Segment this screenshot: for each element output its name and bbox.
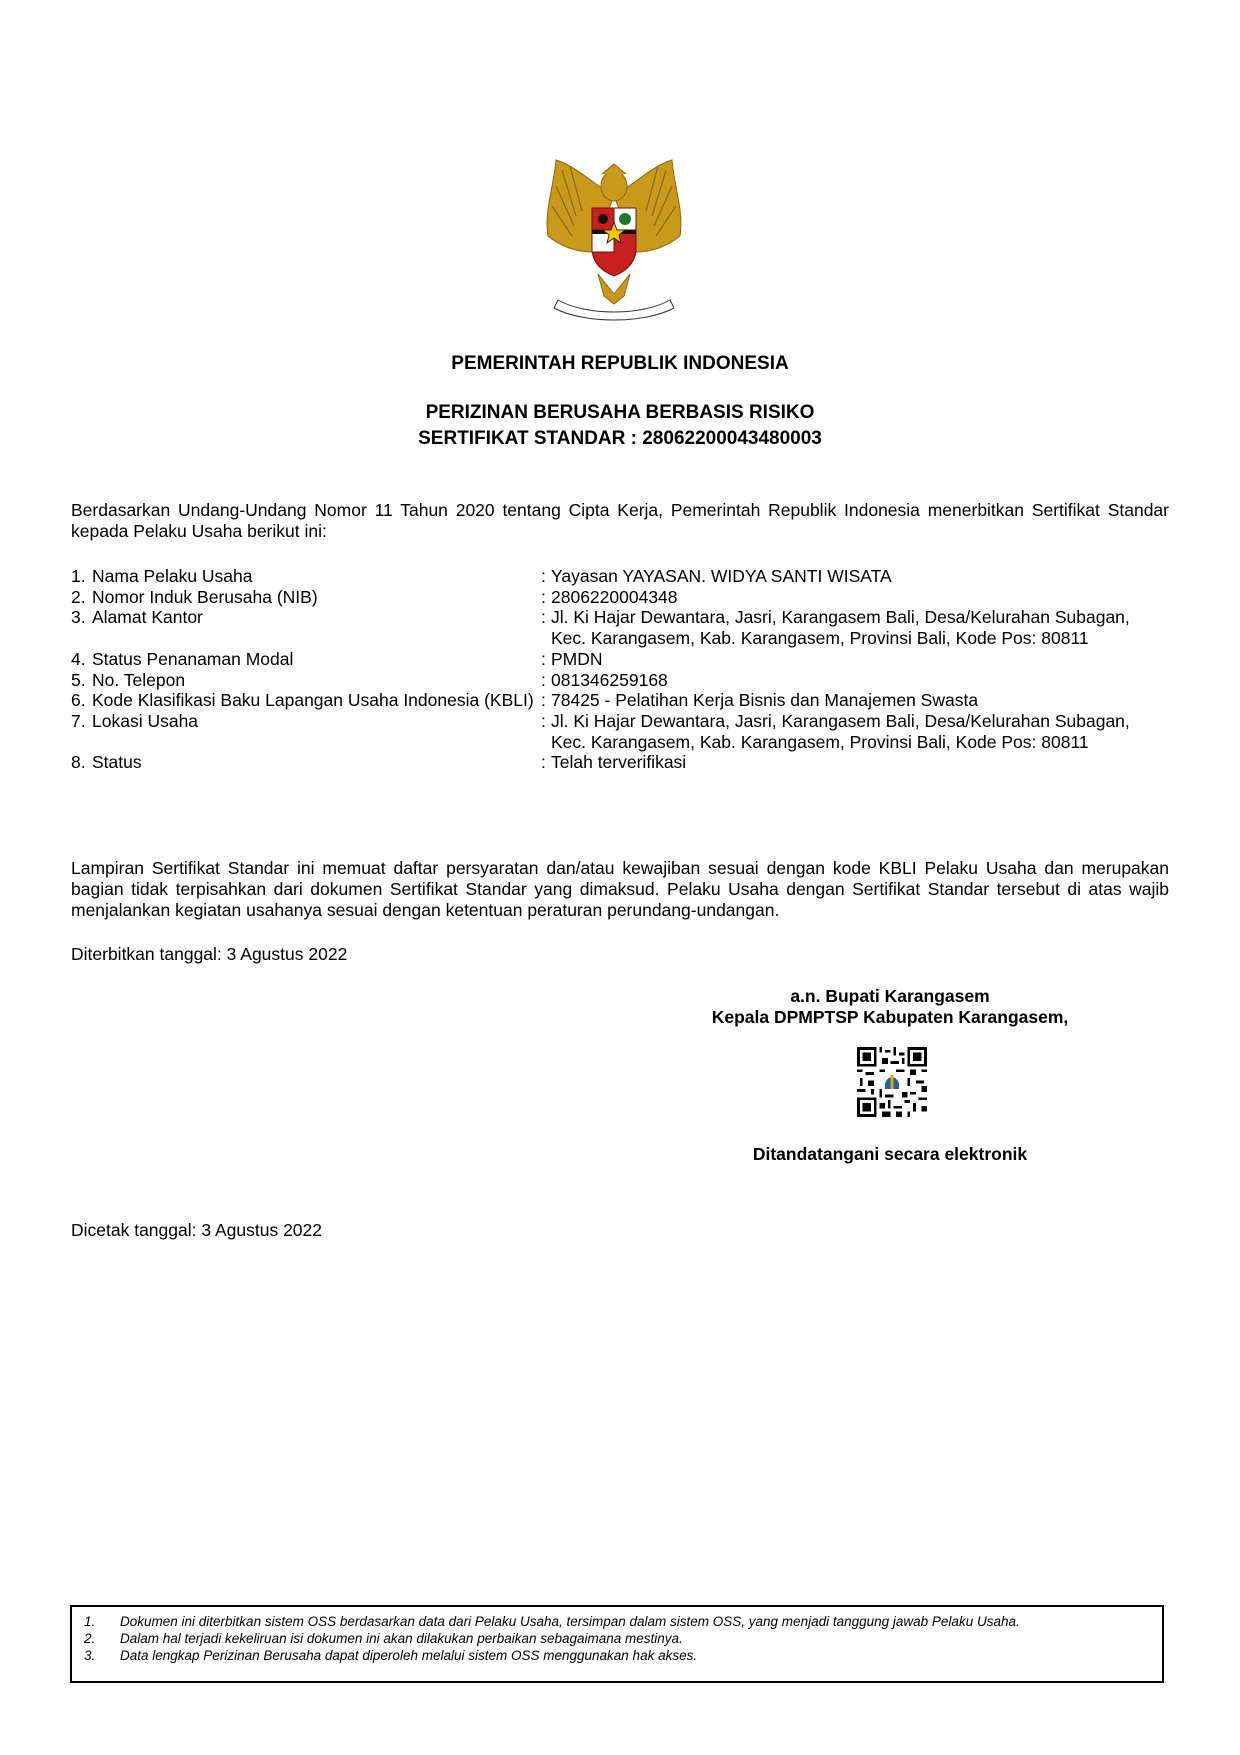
field-value: 2806220004348: [551, 586, 678, 607]
field-number: 5.: [71, 669, 86, 690]
business-details: [71, 566, 1169, 773]
footnote: [72, 1613, 1162, 1630]
field-value: Jl. Ki Hajar Dewantara, Jasri, Karangasem Bali, Desa/Kelurahan Subagan, Kec. Karangasem, Kab. Karangasem, Provinsi Bali, Kode Pos: 80811: [551, 607, 1130, 649]
field-row: [71, 670, 1169, 691]
electronic-signature-note: Ditandatangani secara elektronik: [752, 1144, 1028, 1164]
footnote: [72, 1647, 1162, 1664]
footnote-text: Dokumen ini diterbitkan sistem OSS berdasarkan data dari Pelaku Usaha, tersimpan dalam sistem OSS, yang menjadi tanggung jawab Pelaku Usaha.: [120, 1614, 1020, 1629]
field-number: 1.: [71, 566, 86, 586]
field-value: Telah terverifikasi: [551, 752, 687, 773]
issued-date: Diterbitkan tanggal: 3 Agustus 2022: [71, 944, 348, 964]
footnote-number: 2.: [84, 1631, 96, 1646]
field-label: No. Telepon: [92, 669, 186, 690]
field-number: 4.: [71, 648, 86, 669]
field-value: PMDN: [551, 648, 603, 669]
garuda-pancasila-emblem-icon: [536, 156, 692, 326]
field-row: [71, 587, 1169, 608]
field-label: Status: [92, 752, 142, 773]
field-number: 8.: [71, 752, 86, 773]
field-label: Nomor Induk Berusaha (NIB): [92, 586, 318, 607]
field-label: Nama Pelaku Usaha: [92, 566, 253, 586]
intro-paragraph: Berdasarkan Undang-Undang Nomor 11 Tahun 2020 tentang Cipta Kerja, Pemerintah Republik Indonesia menerbitkan Sertifikat Standar kepada Pelaku Usaha berikut ini:: [71, 500, 1169, 541]
permit-type-title: PERIZINAN BERUSAHA BERBASIS RISIKO: [425, 402, 815, 423]
field-row: [71, 649, 1169, 670]
field-value: Jl. Ki Hajar Dewantara, Jasri, Karangasem Bali, Desa/Kelurahan Subagan, Kec. Karangasem, Kab. Karangasem, Provinsi Bali, Kode Pos: 80811: [551, 710, 1130, 752]
field-number: 2.: [71, 586, 86, 607]
colon: :: [541, 586, 546, 607]
certificate-number: SERTIFIKAT STANDAR : 28062200043480003: [418, 428, 822, 449]
field-label: Kode Klasifikasi Baku Lapangan Usaha Indonesia (KBLI): [92, 690, 534, 711]
field-row: [71, 711, 1169, 752]
colon: :: [541, 648, 546, 669]
footnote-number: 3.: [84, 1648, 96, 1663]
footnotes-box: [70, 1605, 1164, 1683]
field-row: [71, 566, 1169, 587]
footnote-text: Data lengkap Perizinan Berusaha dapat diperoleh melalui sistem OSS menggunakan hak akses.: [120, 1648, 698, 1663]
footnote: [72, 1630, 1162, 1647]
field-row: [71, 690, 1169, 711]
colon: :: [541, 752, 546, 773]
field-label: Status Penanaman Modal: [92, 648, 294, 669]
colon: :: [541, 566, 546, 586]
colon: :: [541, 710, 546, 731]
field-label: Lokasi Usaha: [92, 710, 199, 731]
printed-date: Dicetak tanggal: 3 Agustus 2022: [71, 1220, 323, 1240]
colon: :: [541, 607, 546, 628]
field-value: 081346259168: [551, 669, 668, 690]
field-number: 6.: [71, 690, 86, 711]
field-row: [71, 607, 1169, 648]
signatory-block: [640, 986, 1140, 1028]
field-number: 7.: [71, 710, 86, 731]
field-value: 78425 - Pelatihan Kerja Bisnis dan Manajemen Swasta: [551, 690, 979, 711]
signatory-line-1: a.n. Bupati Karangasem: [790, 986, 990, 1006]
field-row: [71, 752, 1169, 773]
field-number: 3.: [71, 607, 86, 628]
colon: :: [541, 690, 546, 711]
footnote-number: 1.: [84, 1614, 96, 1629]
signatory-line-2: Kepala DPMPTSP Kabupaten Karangasem,: [711, 1007, 1069, 1027]
colon: :: [541, 669, 546, 690]
footnote-text: Dalam hal terjadi kekeliruan isi dokumen ini akan dilakukan perbaikan sebagaimana mestinya.: [120, 1631, 683, 1646]
field-value: Yayasan YAYASAN. WIDYA SANTI WISATA: [551, 566, 892, 586]
qr-code-icon: [857, 1047, 927, 1117]
government-title: PEMERINTAH REPUBLIK INDONESIA: [451, 353, 789, 374]
closing-paragraph: Lampiran Sertifikat Standar ini memuat daftar persyaratan dan/atau kewajiban sesuai dengan kode KBLI Pelaku Usaha dan merupakan bagian tidak terpisahkan dari dokumen Sertifikat Standar yang dimaksud. Pelaku Usaha dengan Sertifikat Standar tersebut di atas wajib menjalankan kegiatan usahanya sesuai dengan ketentuan peraturan perundang-undangan.: [71, 858, 1169, 920]
field-label: Alamat Kantor: [92, 607, 203, 628]
